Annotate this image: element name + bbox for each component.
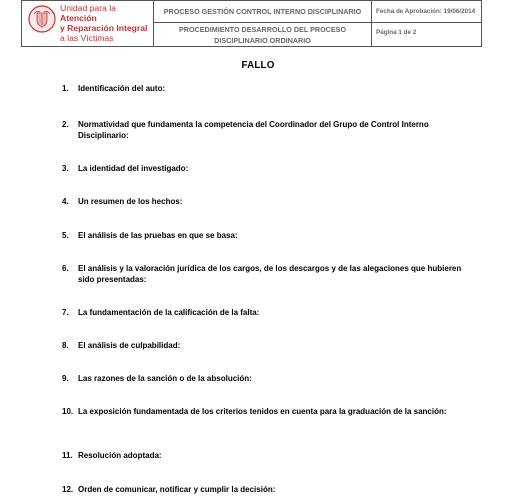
list-item bbox=[62, 120, 462, 141]
item-text: La identidad del investigado: bbox=[78, 164, 189, 173]
item-text: Identificación del auto: bbox=[78, 84, 166, 93]
item-text: El análisis de culpabilidad: bbox=[78, 341, 181, 350]
item-text: El análisis y la valoración jurídica de los cargos, de los descargos y de las alegaciones que hubieren sido presentadas: bbox=[78, 264, 462, 284]
item-text: La exposición fundamentada de los criterios tenidos en cuenta para la graduación de la sanción: bbox=[78, 407, 447, 416]
item-number: 11. bbox=[62, 451, 73, 460]
list-item bbox=[62, 407, 462, 418]
item-number: 5. bbox=[62, 231, 69, 240]
logo-line2: y Reparación Integral bbox=[60, 23, 148, 33]
coat-of-arms-icon bbox=[28, 5, 56, 33]
item-number: 12. bbox=[62, 485, 74, 494]
item-text: Orden de comunicar, notificar y cumplir la decisión: bbox=[78, 485, 276, 494]
item-number: 4. bbox=[62, 197, 69, 206]
list-item bbox=[62, 264, 462, 285]
logo-cell bbox=[22, 1, 154, 46]
item-number: 7. bbox=[62, 308, 69, 317]
list-item bbox=[62, 84, 462, 95]
item-number: 8. bbox=[62, 341, 69, 350]
procedure-title: PROCEDIMIENTO DESARROLLO DEL PROCESO DISCIPLINARIO ORDINARIO bbox=[178, 24, 347, 45]
item-number: 9. bbox=[62, 374, 69, 383]
approval-date: Fecha de Aprobación: 19/06/2014 bbox=[372, 1, 481, 23]
item-text: Un resumen de los hechos: bbox=[78, 197, 183, 206]
item-number: 1. bbox=[62, 84, 69, 93]
item-text: El análisis de las pruebas en que se basa: bbox=[78, 231, 238, 240]
list-item bbox=[62, 374, 462, 385]
item-text: Resolución adoptada: bbox=[78, 451, 162, 460]
item-number: 6. bbox=[62, 264, 69, 273]
document-title: FALLO bbox=[241, 60, 275, 71]
item-text: Las razones de la sanción o de la absolución: bbox=[78, 374, 252, 383]
item-text: Normatividad que fundamenta la competencia del Coordinador del Grupo de Control Interno Disciplinario: bbox=[78, 120, 429, 140]
page-number: Página 1 de 2 bbox=[376, 29, 417, 36]
item-number: 2. bbox=[62, 120, 69, 129]
logo-line3: a las Víctimas bbox=[60, 33, 114, 43]
logo-text bbox=[60, 3, 153, 43]
item-number: 10. bbox=[62, 407, 74, 416]
logo-line1-bold: Atención bbox=[60, 13, 97, 23]
title-cell bbox=[154, 1, 372, 46]
list-item bbox=[62, 341, 462, 352]
meta-cell bbox=[372, 1, 481, 46]
item-text: La fundamentación de la calificación de la falta: bbox=[78, 308, 260, 317]
list-item bbox=[62, 485, 462, 496]
list-item bbox=[62, 164, 462, 175]
list-item bbox=[62, 197, 462, 208]
list-item bbox=[62, 451, 462, 462]
process-title: PROCESO GESTIÓN CONTROL INTERNO DISCIPLINARIO bbox=[154, 1, 371, 23]
logo-line1-plain: Unidad para la bbox=[60, 3, 116, 13]
document-header bbox=[21, 0, 482, 47]
list-item bbox=[62, 308, 462, 319]
item-number: 3. bbox=[62, 164, 69, 173]
list-item bbox=[62, 231, 462, 242]
